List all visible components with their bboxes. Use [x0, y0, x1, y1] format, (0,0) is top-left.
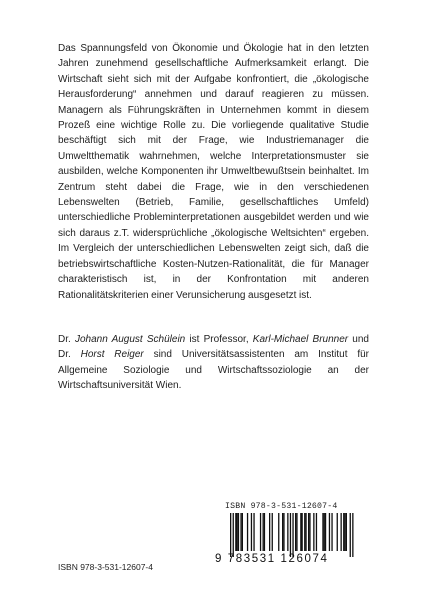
- barcode-bar: [346, 513, 347, 551]
- barcode-bar: [237, 513, 238, 551]
- author-name-2: Karl-Michael Brunner: [252, 334, 349, 345]
- barcode-bar: [253, 513, 254, 551]
- barcode-bar: [269, 513, 270, 551]
- barcode-bar: [278, 513, 279, 551]
- barcode-bar: [337, 513, 338, 551]
- barcode-bar: [242, 513, 243, 551]
- blurb-text: Das Spannungsfeld von Ökonomie und Ökologie hat in den letzten Jahren zunehmend gesellschaftliche Aufmerksamkeit erlangt. Die Wirtschaft sieht sich mit der Aufgabe konfrontiert, die „ökologische Herausforderung“ annehmen und darauf reagieren zu müssen. Managern als Führungskräften in Unternehmen kommt in diesem Prozeß eine wichtige Rolle zu. Die vorliegende qualitative Studie beschäftigt sich mit der Frage, wie Industriemanager die Umweltthematik wahrnehmen, welche Interpretationsmuster sie ausbilden, welche Komponenten ihr Umweltbewußtsein beinhaltet. Im Zentrum steht dabei die Frage, wie in den verschiedenen Lebenswelten (Betrieb, Familie, gesellschaftliches Umfeld) unterschiedliche Probleminterpretationen ausgebildet werden und wie sich daraus z.T. widersprüchliche „ökologische Weltsichten“ ergeben. Im Vergleich der unterschiedlichen Lebenswelten zeigt sich, daß die betriebswirtschaftliche Kosten-Nutzen-Rationalität, die für Manager charakteristisch ist, in der Konfrontation mit anderen Rationalitätskriterien einer Verunsicherung ausgesetzt ist.: [58, 43, 369, 301]
- barcode-isbn-label: ISBN 978-3-531-12607-4: [225, 502, 338, 511]
- barcode-bar: [322, 513, 323, 551]
- barcode-bar: [235, 513, 236, 551]
- barcode-guard-bar: [350, 513, 351, 557]
- barcode-bar: [300, 513, 301, 551]
- barcode-guard-bar: [290, 513, 291, 557]
- barcode-image: [218, 513, 368, 557]
- barcode-bar: [295, 513, 296, 551]
- author-text-2: und Dr.: [58, 334, 369, 361]
- barcode-bar: [283, 513, 284, 551]
- barcode-bar: [343, 513, 344, 551]
- barcode-guard-bar: [352, 513, 353, 557]
- isbn-footer: ISBN 978-3-531-12607-4: [58, 562, 153, 572]
- barcode-bar: [263, 513, 264, 551]
- barcode-bar: [260, 513, 261, 551]
- author-text-3: sind Universitätsassistenten am Institut für Allgemeine Soziologie und Wirtschaftssoziologie an der Wirtschaftsuniversität Wien.: [58, 349, 369, 392]
- barcode-bar: [240, 513, 241, 551]
- barcode-guard-bar: [230, 513, 231, 557]
- author-name-3: Horst Reiger: [80, 349, 144, 361]
- barcode-bar: [251, 513, 252, 551]
- author-text-1: ist Professor,: [185, 334, 253, 345]
- barcode-bar: [287, 513, 288, 551]
- barcode-bar: [344, 513, 345, 551]
- author-info: [58, 332, 369, 394]
- barcode-bar: [304, 513, 305, 551]
- barcode-digits: 9 783531 126074: [215, 553, 329, 565]
- barcode-bar: [282, 513, 283, 551]
- barcode-bar: [316, 513, 317, 551]
- barcode-bar: [331, 513, 332, 551]
- barcode-bar: [313, 513, 314, 551]
- barcode-block: [215, 502, 370, 574]
- barcode-bar: [341, 513, 342, 551]
- barcode-bar: [238, 513, 239, 551]
- barcode-bar: [272, 513, 273, 551]
- barcode-bar: [302, 513, 303, 551]
- barcode-bar: [308, 513, 309, 551]
- barcode-bar: [296, 513, 297, 551]
- barcode-bar: [324, 513, 325, 551]
- barcode-bar: [305, 513, 306, 551]
- barcode-bar: [309, 513, 310, 551]
- barcode-bar: [329, 513, 330, 551]
- barcode-guard-bar: [233, 513, 234, 557]
- barcode-bar: [264, 513, 265, 551]
- author-name-1: Johann August Schülein: [74, 334, 186, 345]
- author-prefix-1: Dr.: [58, 334, 75, 345]
- barcode-bar: [247, 513, 248, 551]
- barcode-guard-bar: [292, 513, 293, 557]
- barcode-bar: [325, 513, 326, 551]
